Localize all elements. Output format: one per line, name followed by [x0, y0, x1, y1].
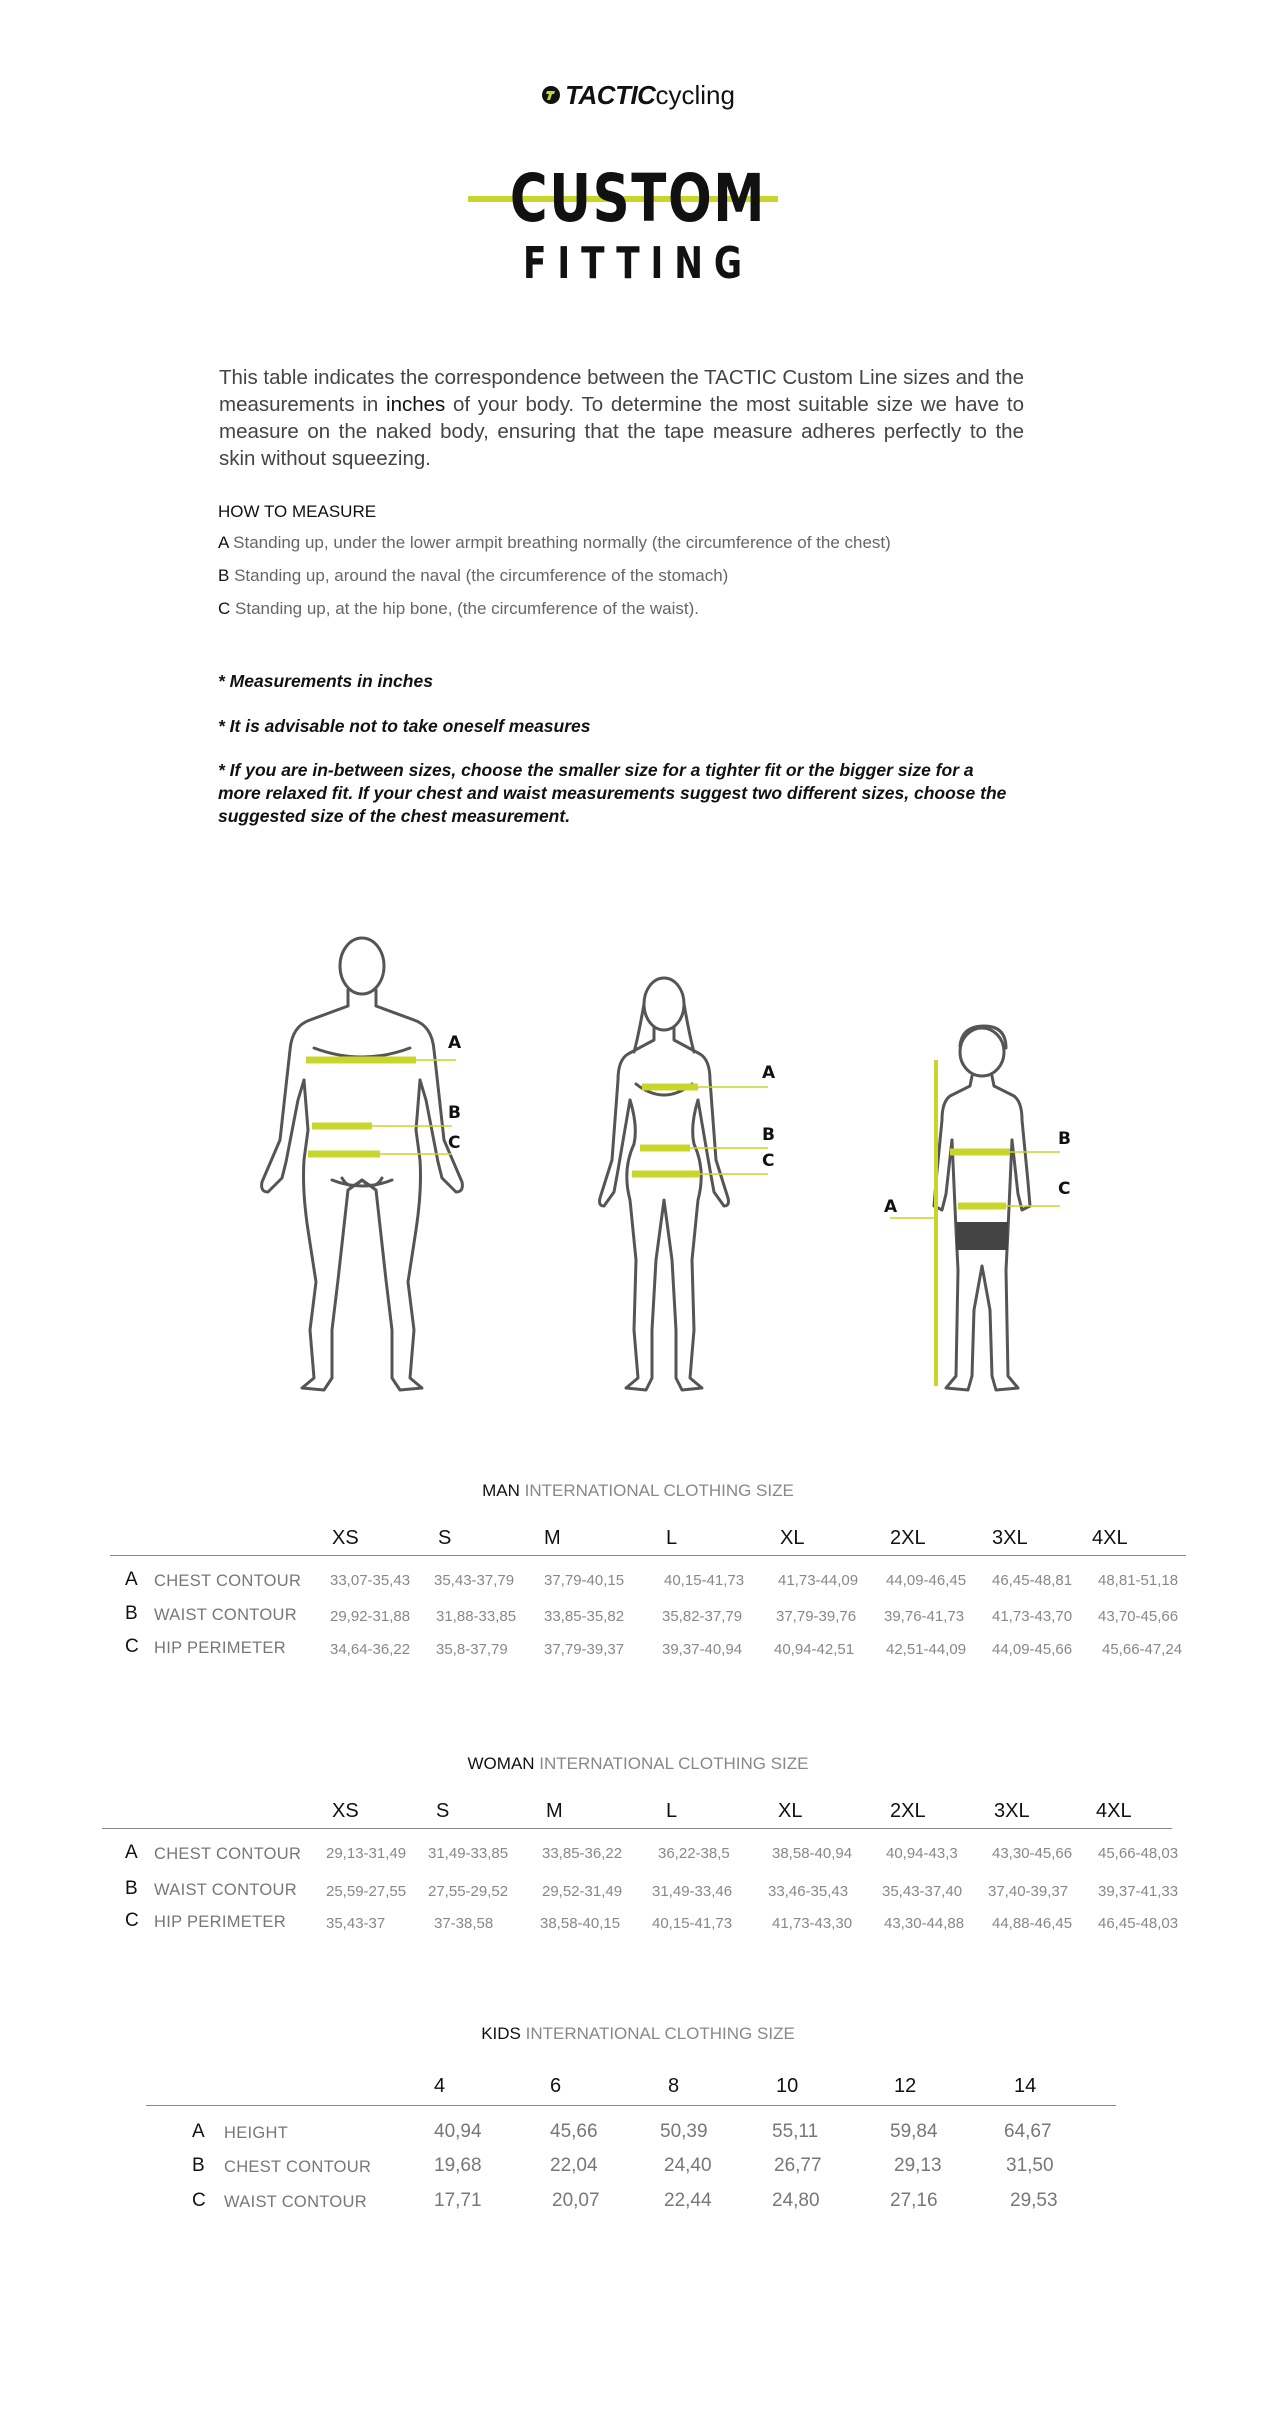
man-size-header: 4XL [1092, 1527, 1128, 1549]
kid-shorts [956, 1222, 1008, 1250]
woman-size-header: XL [778, 1800, 803, 1822]
brand-logo [0, 80, 1276, 111]
logo-brand: TACTIC [565, 80, 656, 110]
kids-size-header: 14 [1014, 2075, 1037, 2097]
logo-sub: cycling [655, 80, 735, 110]
woman-table-caption: WOMAN INTERNATIONAL CLOTHING SIZE [467, 1754, 809, 1773]
woman-size-header: M [546, 1800, 563, 1822]
man-size-header: M [544, 1527, 561, 1549]
woman-size-header: 3XL [994, 1800, 1030, 1822]
note-sizes: * If you are in-between sizes, choose the smaller size for a tighter fit or the bigger size for a more relaxed fit. If your chest and waist measurements suggest two different sizes, choose the suggested size of the chest measurement. [218, 760, 1007, 826]
man-label-c: C [448, 1133, 461, 1153]
intro-paragraph: This table indicates the correspondence between the TACTIC Custom Line sizes and the measurements in inches of your body. To determine the most suitable size we have to measure on the naked body, ensuring that the tape measure adheres perfectly to the skin without squeezing. [219, 366, 1024, 470]
man-size-header: XL [780, 1527, 805, 1549]
man-table-caption: MAN INTERNATIONAL CLOTHING SIZE [482, 1481, 794, 1500]
step-a: A Standing up, under the lower armpit breathing normally (the circumference of the chest) [218, 533, 891, 552]
woman-size-table: XS S M L XL 2XL 3XL 4XL A CHEST CONTOUR 29,13-31,49 31,49-33,85 33,85-36,22 36,22-38,5 38,58-40,94 40,94-43,3 43,30-45,66 45,66-48,03 B WAIST CONTOUR 25,59-27,55 27,55-29,52 29,52-31,49 31,49-33,46 33,46-35,43 35,43-37,40 37,40-39,37 39,37-41,33 C HIP PERIMETER 35,43-37 37-38,58 38,58-40,15 40,15-41,73 41,73-43,30 43,30-44,88 44,88-46,45 46,45-48,03 [0, 1800, 1276, 1930]
woman-header-rule [102, 1828, 1172, 1829]
man-header-rule [110, 1555, 1186, 1556]
woman-label-b: B [762, 1125, 775, 1145]
kids-size-header: 12 [894, 2075, 917, 2097]
woman-size-header: 2XL [890, 1800, 926, 1822]
man-label-a: A [448, 1033, 462, 1053]
intro-unit: inches [386, 393, 446, 416]
page-subtitle: FITTING [523, 238, 753, 289]
kid-label-b: B [1058, 1129, 1071, 1149]
woman-size-header: L [666, 1800, 678, 1822]
man-figure [262, 938, 463, 1390]
kid-label-a: A [884, 1197, 898, 1217]
kids-size-header: 6 [550, 2075, 562, 2097]
kids-header-rule [146, 2105, 1116, 2106]
measure-figures [220, 930, 1100, 1410]
man-size-header: S [438, 1527, 452, 1549]
woman-size-header: XS [332, 1800, 359, 1822]
note-advice: * It is advisable not to take oneself measures [218, 716, 591, 736]
kids-size-header: 4 [434, 2075, 446, 2097]
kid-label-c: C [1058, 1179, 1071, 1199]
kids-size-table: 4 6 8 10 12 14 A HEIGHT 40,94 45,66 50,39 55,11 59,84 64,67 B CHEST CONTOUR 19,68 22,04 24,40 26,77 29,13 31,50 C WAIST CONTOUR 17,71 20,07 22,44 24,80 27,16 29,53 [0, 2075, 1276, 2225]
woman-size-header: 4XL [1096, 1800, 1132, 1822]
woman-size-header: S [436, 1800, 450, 1822]
man-size-header: L [666, 1527, 678, 1549]
woman-label-c: C [762, 1151, 775, 1171]
woman-label-a: A [762, 1063, 776, 1083]
kids-size-header: 10 [776, 2075, 799, 2097]
step-b: B Standing up, around the naval (the circumference of the stomach) [218, 566, 729, 585]
how-to-title: HOW TO MEASURE [218, 502, 377, 521]
kids-table-caption: KIDS INTERNATIONAL CLOTHING SIZE [481, 2024, 795, 2043]
tactic-logo-icon [541, 85, 561, 105]
note-inches: * Measurements in inches [218, 671, 433, 691]
page-title: CUSTOM [509, 160, 767, 237]
man-size-table: XS S M L XL 2XL 3XL 4XL A CHEST CONTOUR 33,07-35,43 35,43-37,79 37,79-40,15 40,15-41,73 41,73-44,09 44,09-46,45 46,45-48,81 48,81-51,18 B WAIST CONTOUR 29,92-31,88 31,88-33,85 33,85-35,82 35,82-37,79 37,79-39,76 39,76-41,73 41,73-43,70 43,70-45,66 C HIP PERIMETER 34,64-36,22 35,8-37,79 37,79-39,37 39,37-40,94 40,94-42,51 42,51-44,09 44,09-45,66 45,66-47,24 [0, 1527, 1276, 1657]
man-size-header: 2XL [890, 1527, 926, 1549]
woman-figure [600, 978, 729, 1390]
man-size-header: 3XL [992, 1527, 1028, 1549]
man-label-b: B [448, 1103, 461, 1123]
kids-size-header: 8 [668, 2075, 680, 2097]
man-size-header: XS [332, 1527, 359, 1549]
step-c: C Standing up, at the hip bone, (the circumference of the waist). [218, 599, 700, 618]
